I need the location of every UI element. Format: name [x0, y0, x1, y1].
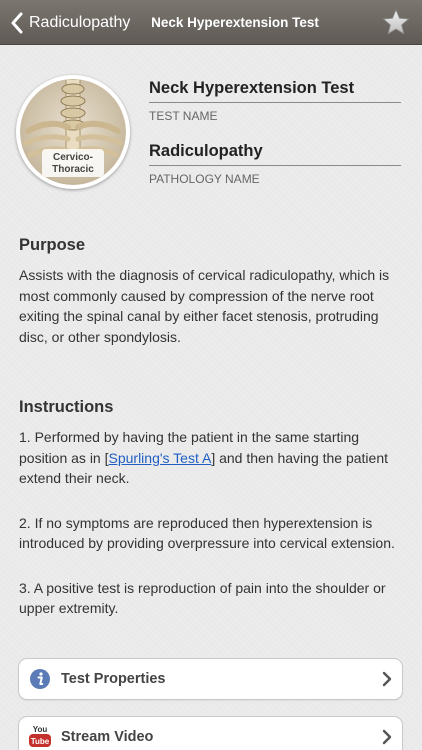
- youtube-icon-text-bottom: Tube: [30, 737, 50, 746]
- pathology-name-value: Radiculopathy: [149, 142, 401, 166]
- spine-image: [20, 79, 126, 185]
- chevron-right-icon: [382, 729, 392, 745]
- region-thumbnail: [16, 75, 130, 189]
- back-button[interactable]: [10, 0, 130, 45]
- instruction-step-3: 3. A positive test is reproduction of pain into the shoulder or upper extremity.: [19, 579, 386, 616]
- test-properties-label: Test Properties: [61, 671, 166, 687]
- youtube-icon: [29, 724, 51, 750]
- favorite-button[interactable]: [382, 8, 410, 41]
- instruction-step-1-text: 1. Performed by having the patient in the same starting position as in [: [19, 429, 360, 466]
- info-icon: [29, 668, 51, 690]
- navigation-bar: [0, 0, 422, 45]
- youtube-icon-text-top: You: [32, 725, 48, 734]
- purpose-text: Assists with the diagnosis of cervical radiculopathy, which is most commonly caused by compression of the nerve root exiting the spinal canal by either facet stenosis, protruding disc, or other spondylosis.: [19, 267, 390, 345]
- nav-title: Neck Hyperextension Test: [151, 15, 319, 30]
- region-label-line1: Cervico-: [52, 152, 93, 163]
- region-label: [42, 149, 104, 177]
- chevron-left-icon: [10, 12, 23, 34]
- test-name-caption: TEST NAME: [149, 109, 218, 123]
- pathology-name-field: [149, 142, 401, 186]
- stream-video-label: Stream Video: [61, 729, 154, 745]
- stream-video-button[interactable]: [18, 716, 403, 750]
- test-header: [0, 45, 422, 210]
- instruction-step-2: 2. If no symptoms are reproduced then hyperextension is introduced by providing overpressure into cervical extension.: [19, 514, 395, 551]
- instructions-heading: Instructions: [19, 398, 114, 416]
- pathology-name-caption: PATHOLOGY NAME: [149, 172, 260, 186]
- test-name-value: Neck Hyperextension Test: [149, 79, 401, 103]
- test-name-field: [149, 79, 401, 123]
- instruction-step-1-text-end: ] and then having the patient extend their neck.: [19, 449, 389, 486]
- test-properties-button[interactable]: [18, 658, 403, 700]
- spurlings-test-link[interactable]: Spurling's Test A: [108, 449, 212, 466]
- instruction-step-1: [19, 427, 403, 489]
- purpose-section: [19, 236, 403, 347]
- back-button-label: Radiculopathy: [29, 13, 131, 31]
- purpose-heading: Purpose: [19, 236, 86, 254]
- chevron-right-icon: [382, 671, 392, 687]
- region-label-line2: Thoracic: [52, 164, 94, 175]
- instructions-section: [19, 398, 403, 619]
- star-icon: [382, 8, 410, 36]
